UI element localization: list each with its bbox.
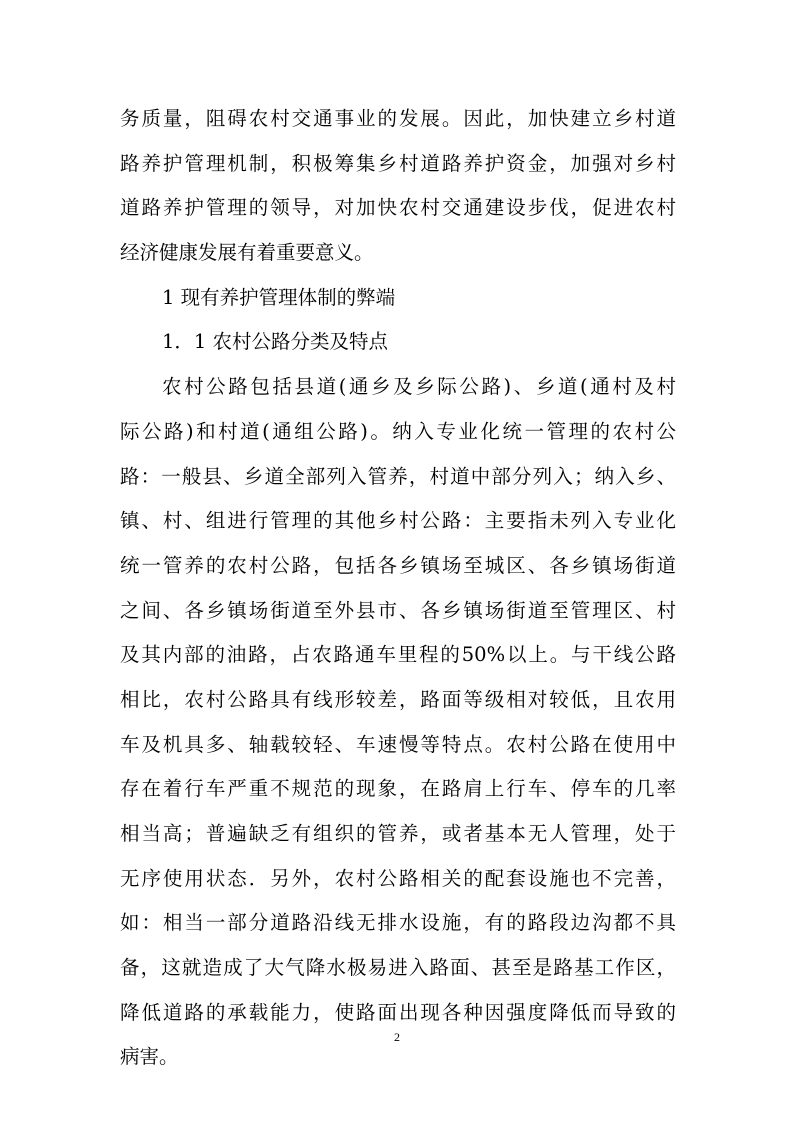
paragraph-line: 降低道路的承载能力，使路面出现各种因强度降低而导致的 (120, 1000, 676, 1024)
paragraph-line: 统一管养的农村公路，包括各乡镇场至城区、各乡镇场街道 (120, 553, 676, 577)
paragraph-line: 相比，农村公路具有线形较差，路面等级相对较低，且农用 (120, 687, 676, 711)
body-text (120, 97, 676, 1080)
page-number: 2 (394, 1030, 400, 1044)
paragraph-line: 路：一般县、乡道全部列入管养，村道中部分列入；纳入乡、 (120, 464, 676, 488)
paragraph-line: 相当高；普遍缺乏有组织的管养，或者基本无人管理，处于 (120, 822, 676, 845)
paragraph-line: 及其内部的油路，占农路通车里程的50%以上。与干线公路 (120, 643, 676, 667)
paragraph-line: 无序使用状态．另外，农村公路相关的配套设施也不完善， (120, 866, 676, 890)
paragraph-line: 存在着行车严重不规范的现象，在路肩上行车、停车的几率 (120, 777, 676, 801)
paragraph-line: 镇、村、组进行管理的其他乡村公路：主要指未列入专业化 (120, 509, 676, 533)
paragraph-line: 际公路)和村道(通组公路)。纳入专业化统一管理的农村公 (120, 419, 676, 443)
paragraph-line: 车及机具多、轴载较轻、车速慢等特点。农村公路在使用中 (120, 732, 676, 756)
paragraph-line: 如：相当一部分道路沿线无排水设施，有的路段边沟都不具 (120, 911, 676, 935)
section-heading: 1 现有养护管理体制的弊端 (162, 285, 396, 309)
paragraph-line: 病害。 (120, 1045, 179, 1069)
paragraph-line: 道路养护管理的领导，对加快农村交通建设步伐，促进农村 (120, 196, 676, 220)
paragraph-line: 之间、各乡镇场街道至外县市、各乡镇场街道至管理区、村 (120, 598, 676, 622)
paragraph-line: 备，这就造成了大气降水极易进入路面、甚至是路基工作区， (120, 956, 676, 980)
paragraph-line: 经济健康发展有着重要意义。 (120, 241, 374, 265)
paragraph-line: 农村公路包括县道(通乡及乡际公路)、乡道(通村及村 (162, 375, 676, 399)
paragraph-line: 务质量，阻碍农村交通事业的发展。因此，加快建立乡村道 (120, 107, 676, 130)
subsection-heading: 1．1 农村公路分类及特点 (162, 330, 389, 354)
paragraph-line: 路养护管理机制，积极筹集乡村道路养护资金，加强对乡村 (120, 151, 676, 175)
